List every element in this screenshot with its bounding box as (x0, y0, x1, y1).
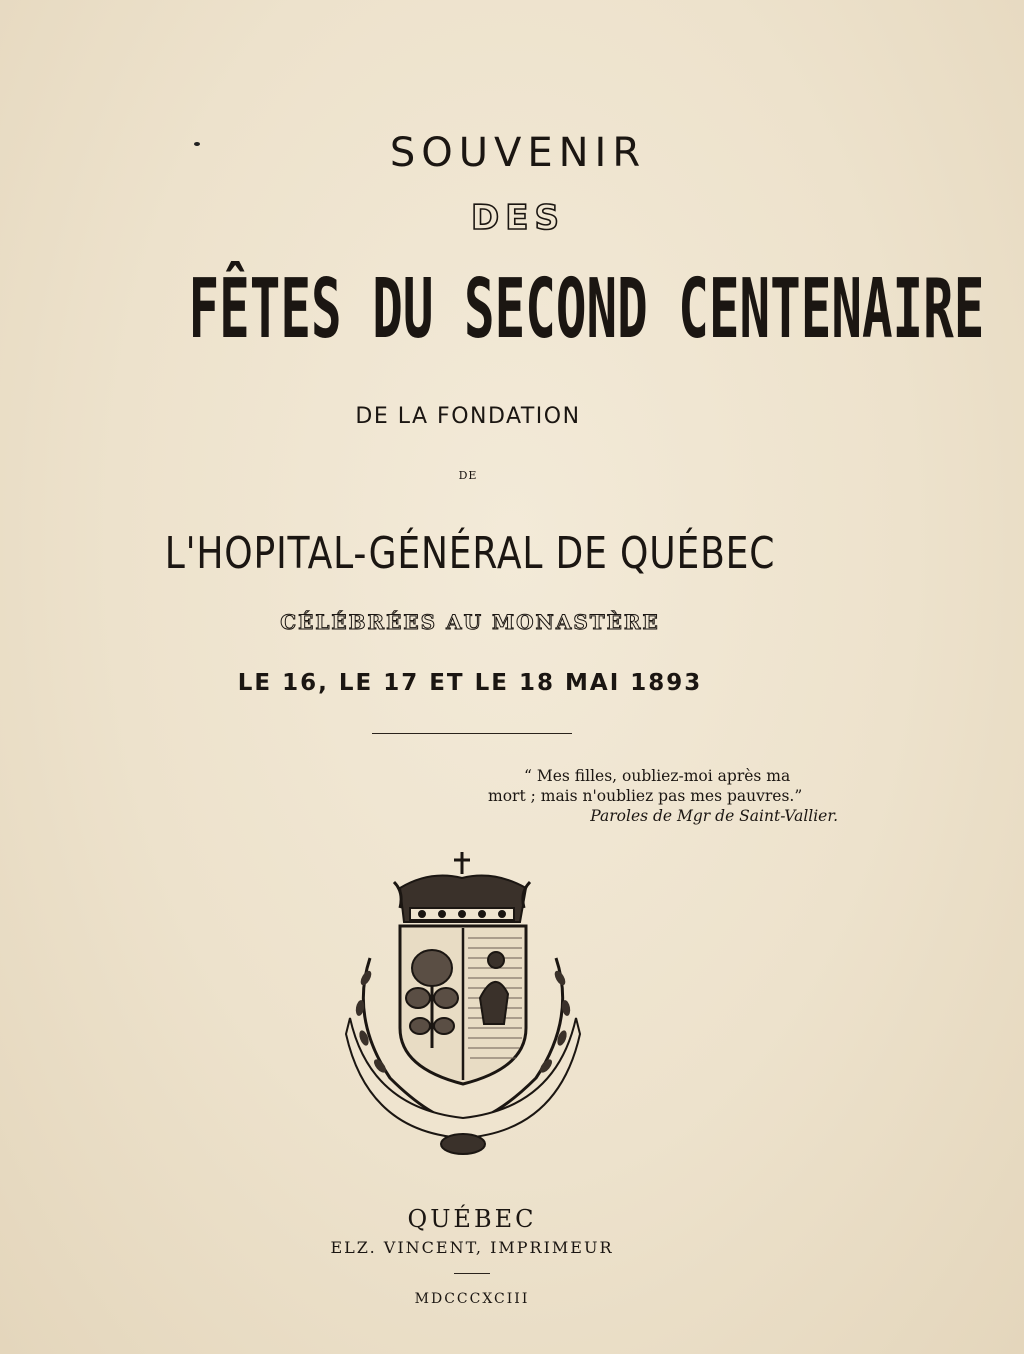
epigraph-attribution: Paroles de Mgr de Saint-Vallier. (590, 807, 838, 825)
title-fetes: FÊTES DU SECOND CENTENAIRE (188, 262, 985, 357)
imprint-rule (454, 1273, 490, 1274)
title-souvenir: SOUVENIR (389, 130, 647, 176)
epigraph (488, 766, 838, 826)
title-hopital: L'HOPITAL-GÉNÉRAL DE QUÉBEC (164, 528, 776, 579)
title-des: DES (471, 198, 565, 238)
epigraph-line-1: “ Mes filles, oubliez-moi après ma (524, 767, 791, 785)
imprint-year: MDCCCXCIII (414, 1291, 530, 1307)
imprint-printer: ELZ. VINCENT, IMPRIMEUR (330, 1238, 614, 1257)
coat-of-arms-emblem (330, 848, 610, 1168)
epigraph-line-2: mort ; mais n'oubliez pas mes pauvres.” (488, 787, 803, 805)
title-de: DE (458, 469, 478, 482)
imprint-city: QUÉBEC (407, 1205, 537, 1233)
title-fondation: DE LA FONDATION (355, 404, 581, 429)
divider-rule (372, 733, 572, 734)
title-celebrees: CÉLÉBRÉES AU MONASTÈRE (280, 610, 660, 634)
title-date: LE 16, LE 17 ET LE 18 MAI 1893 (237, 670, 703, 696)
